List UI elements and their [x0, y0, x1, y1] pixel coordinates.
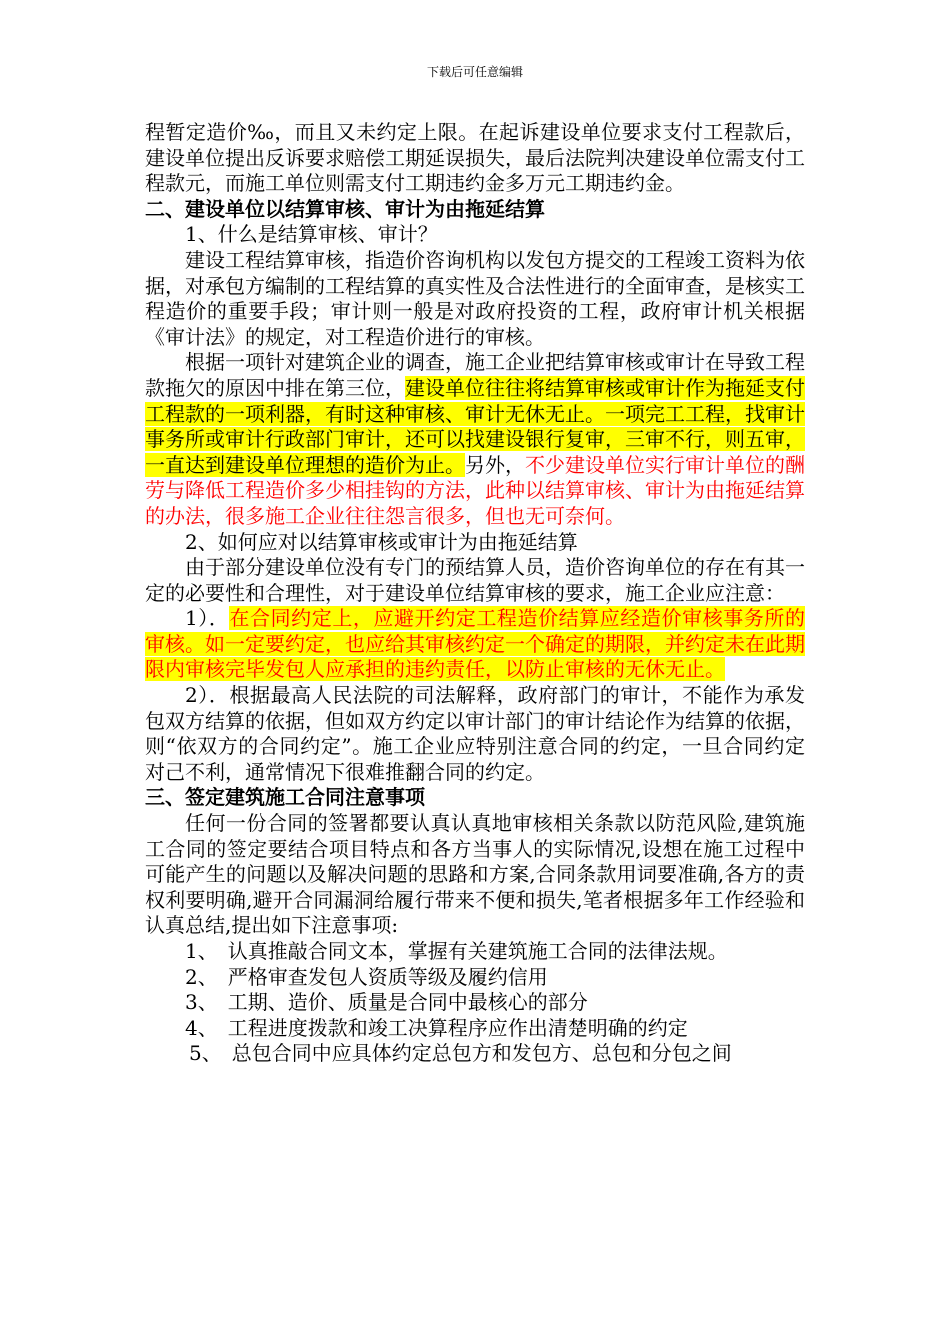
section-3-heading: 三、签定建筑施工合同注意事项 [145, 785, 425, 810]
list-item: 3、 工期、造价、质量是合同中最核心的部分 [185, 990, 588, 1015]
section-2-paragraph-2 [145, 350, 805, 529]
list-item: 4、 工程进度拨款和竣工决算程序应作出清楚明确的约定 [185, 1015, 688, 1040]
section-2-item-1 [145, 606, 805, 683]
section-2-item-2: 2）．根据最高人民法院的司法解释，政府部门的审计，不能作为承发包双方结算的依据，但如双方约定以审计部门的审计结论作为结算的依据，则“依双方的合同约定”。施工企业应特别注意合同的约定，一旦合同约定对己不利，通常情况下很难推翻合同的约定。 [145, 683, 805, 784]
section-2-paragraph-1: 建设工程结算审核，指造价咨询机构以发包方提交的工程竣工资料为依据，对承包方编制的工程结算的真实性及合法性进行的全面审查，是核实工程造价的重要手段；审计则一般是对政府投资的工程，政府审计机关根据《审计法》的规定，对工程造价进行的审核。 [145, 247, 805, 349]
page-header-note: 下载后可任意编辑 [426, 65, 523, 79]
section-2-question-1: 1、什么是结算审核、审计？ [185, 222, 438, 247]
list-item: 5、 总包合同中应具体约定总包方和发包方、总包和分包之间 [189, 1041, 732, 1066]
document-body [145, 120, 805, 1067]
paragraph-2-plain-start: 根据一项针对建筑企业的调查，施工企业把结算审核或审计在导致工程款拖欠的原因中排在第三位， [145, 350, 805, 400]
list-item: 1、 认真推敲合同文本，掌握有关建筑施工合同的法律法规。 [185, 939, 728, 963]
section-2-question-2: 2、如何应对以结算审核或审计为由拖延结算 [185, 529, 578, 554]
paragraph-2-highlighted-text: 建设单位往往将结算审核或审计作为拖延支付工程款的一项利器，有时这种审核、审计无休无止。一项完工工程，找审计事务所或审计行政部门审计，还可以找建设银行复审，三审不行，则五审，一直达到建设单位理想的造价为止。 [145, 375, 805, 477]
section-2-heading: 二、建设单位以结算审核、审计为由拖延结算 [145, 196, 545, 221]
item-1-number: 1）． [185, 606, 230, 631]
section-2-paragraph-3: 由于部分建设单位没有专门的预结算人员，造价咨询单位的存在有其一定的必要性和合理性，对于建设单位结算审核的要求，施工企业应注意： [145, 555, 805, 605]
section-3-paragraph-1: 任何一份合同的签署都要认真认真地审核相关条款以防范风险,建筑施工合同的签定要结合项目特点和各方当事人的实际情况,设想在施工过程中可能产生的问题以及解决问题的思路和方案,合同条款用词要准确,各方的责权利要明确,避开合同漏洞给履行带来不便和损失,笔者根据多年工作经验和认真总结,提出如下注意事项: [145, 811, 805, 938]
paragraph-2-red-text: 不少建设单位实行审计单位的酬劳与降低工程造价多少相挂钩的方法，此种以结算审核、审计为由拖延结算的办法，很多施工企业往往怨言很多，但也无可奈何。 [145, 452, 805, 528]
intro-paragraph: 程暂定造价‰，而且又未约定上限。在起诉建设单位要求支付工程款后，建设单位提出反诉要求赔偿工期延误损失，最后法院判决建设单位需支付工程款元，而施工单位则需支付工期违约金多万元工期违约金。 [145, 120, 805, 196]
item-1-highlighted-red-text: 在合同约定上，应避开约定工程造价结算应经造价审核事务所的审核。如一定要约定，也应给其审核约定一个确定的期限，并约定未在此期限内审核完毕发包人应承担的违约责任，以防止审核的无休无止。 [145, 606, 805, 682]
paragraph-2-plain-middle: 另外， [465, 452, 525, 477]
list-item: 2、 严格审查发包人资质等级及履约信用 [185, 964, 548, 989]
